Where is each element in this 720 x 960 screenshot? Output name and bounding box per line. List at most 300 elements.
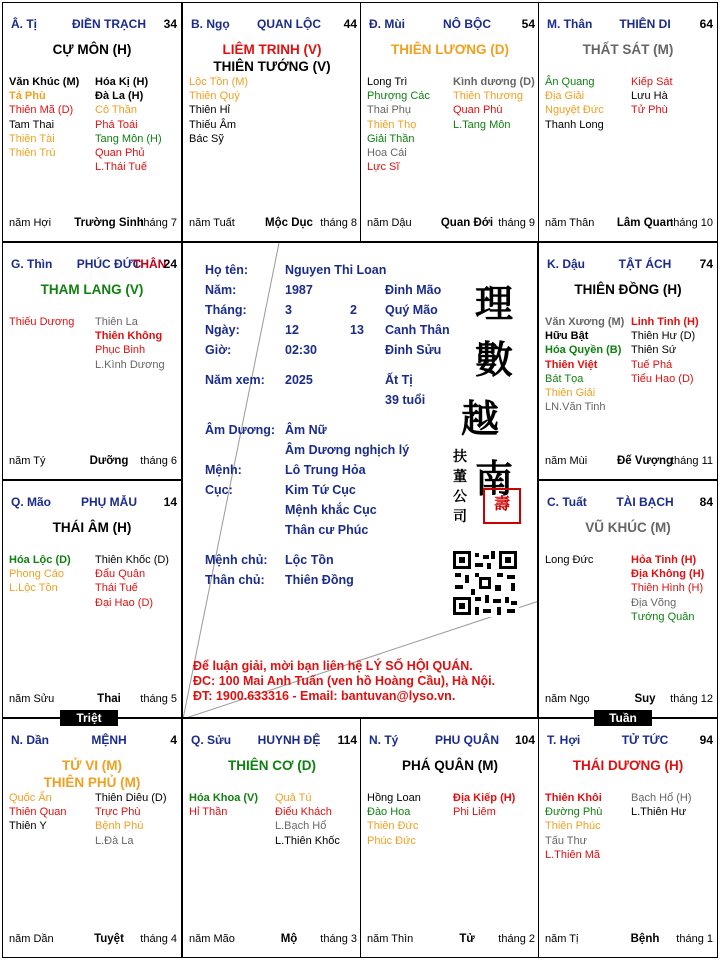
minor-star: Thiếu Dương xyxy=(9,316,75,328)
info-value: Âm Dương nghịch lý xyxy=(285,443,410,457)
minor-star: L.Lộc Tồn xyxy=(9,582,58,595)
palace-cell-dan xyxy=(2,718,182,958)
left-stars xyxy=(545,315,624,414)
main-stars xyxy=(3,519,181,536)
small-vertical-text xyxy=(453,447,469,527)
month-label: tháng 8 xyxy=(320,217,357,229)
info-value: Thân cư Phúc xyxy=(285,523,369,537)
palace-footer xyxy=(9,933,177,947)
year-label: năm Tý xyxy=(9,455,46,467)
info-row xyxy=(205,373,455,389)
minor-star: Tả Phù xyxy=(9,90,46,103)
right-stars xyxy=(95,315,165,372)
palace-cell-mui xyxy=(360,2,540,242)
branch-label: G. Thìn xyxy=(11,257,53,271)
info-value: Âm Nữ xyxy=(285,423,327,437)
minor-star: Quan Phủ xyxy=(95,146,145,159)
branch-label: K. Dậu xyxy=(547,257,586,271)
year-label: năm Ngọ xyxy=(545,693,590,705)
minor-star: Tử Phù xyxy=(631,104,668,117)
minor-star: Thiên Quan xyxy=(9,806,67,819)
info-label: Thân chủ: xyxy=(205,573,265,587)
life-stage: Quan Đới xyxy=(440,217,494,229)
info-value: 02:30 xyxy=(285,343,317,357)
palace-header xyxy=(9,17,177,33)
info-value: 1987 xyxy=(285,283,313,297)
contact-line: Để luận giải, mời bạn liên hệ LÝ SỐ HỘI QUÁN. xyxy=(193,659,473,673)
branch-label: T. Hợi xyxy=(547,733,581,747)
year-label: năm Mão xyxy=(189,933,235,945)
info-row xyxy=(205,393,455,409)
minor-star: Hóa Kị (H) xyxy=(95,76,149,88)
main-star: THIÊN LƯƠNG (D) xyxy=(391,42,509,57)
palace-cell-suu xyxy=(182,718,362,958)
minor-star: Địa Không (H) xyxy=(631,568,705,581)
main-star: CỰ MÔN (H) xyxy=(52,42,132,57)
month-label: tháng 12 xyxy=(670,693,713,705)
palace-footer xyxy=(189,217,357,231)
right-stars xyxy=(631,315,699,386)
year-label: năm Mùi xyxy=(545,455,588,467)
month-label: tháng 9 xyxy=(498,217,535,229)
year-label: năm Tị xyxy=(545,933,579,945)
palace-cell-ngo xyxy=(182,2,362,242)
main-stars xyxy=(539,281,717,298)
right-stars xyxy=(453,791,515,819)
minor-star: Hoa Cái xyxy=(367,146,407,159)
minor-star: Bệnh Phù xyxy=(95,820,144,833)
left-stars xyxy=(367,791,421,848)
palace-cell-hoi xyxy=(538,718,718,958)
palace-name: MỆNH xyxy=(91,733,127,747)
palace-number: 54 xyxy=(521,17,535,31)
palace-number: 74 xyxy=(699,257,713,271)
minor-star: Văn Xương (M) xyxy=(545,316,625,328)
life-stage: Dưỡng xyxy=(89,455,129,467)
month-label: tháng 2 xyxy=(498,933,535,945)
palace-footer xyxy=(545,693,713,707)
info-row xyxy=(205,573,455,589)
info-row xyxy=(205,523,455,539)
branch-label: Q. Sửu xyxy=(191,733,232,747)
minor-star: Ân Quang xyxy=(545,76,595,88)
main-stars xyxy=(361,757,539,774)
branch-label: N. Tý xyxy=(369,733,399,747)
palace-name: TÀI BẠCH xyxy=(616,495,674,509)
main-star: THIÊN PHỦ (M) xyxy=(43,775,141,790)
minor-star: L.Thiên Hư xyxy=(631,806,687,819)
minor-star: Thiên Hình (H) xyxy=(631,582,704,595)
life-stage: Suy xyxy=(634,693,656,705)
palace-number: 104 xyxy=(514,733,535,747)
branch-label: N. Dần xyxy=(11,733,50,747)
info-label: Mệnh: xyxy=(205,463,242,477)
minor-star: Quả Tú xyxy=(275,792,312,804)
minor-star: Nguyệt Đức xyxy=(545,104,604,117)
triet-tag: Triệt xyxy=(60,710,118,726)
minor-star: Thiên Hư (D) xyxy=(631,330,696,343)
info-value: 13 xyxy=(350,323,364,337)
palace-name: HUYNH ĐỆ xyxy=(257,733,321,747)
minor-star: Hồng Loan xyxy=(367,792,421,804)
minor-star: Đà La (H) xyxy=(95,90,144,103)
minor-star: Địa Giải xyxy=(545,90,585,103)
left-stars xyxy=(9,553,71,596)
palace-footer xyxy=(9,217,177,231)
minor-star: Hóa Lộc (D) xyxy=(9,554,71,566)
month-label: tháng 4 xyxy=(140,933,177,945)
minor-star: Thiên Khôi xyxy=(545,792,602,804)
minor-star: Kình dương (D) xyxy=(453,76,535,88)
palace-number: 44 xyxy=(343,17,357,31)
year-label: năm Dậu xyxy=(367,217,412,229)
palace-header xyxy=(189,17,357,33)
minor-star: Giải Thần xyxy=(367,132,415,145)
minor-star: Thiên Quý xyxy=(189,90,240,103)
info-label: Giờ: xyxy=(205,343,232,357)
palace-cell-mao xyxy=(2,480,182,718)
left-stars xyxy=(545,791,602,862)
info-row xyxy=(205,323,455,339)
info-value: 12 xyxy=(285,323,299,337)
palace-footer xyxy=(189,933,357,947)
palace-number: 14 xyxy=(163,495,177,509)
than-marker: THÂN xyxy=(133,257,167,271)
palace-header xyxy=(367,17,535,33)
minor-star: Lực Sĩ xyxy=(367,161,400,174)
main-star: LIÊM TRINH (V) xyxy=(222,42,322,57)
main-star: THÁI ÂM (H) xyxy=(52,520,132,535)
minor-star: Hóa Quyền (B) xyxy=(545,344,622,357)
calligraphy-char: 數 xyxy=(475,337,514,382)
palace-footer xyxy=(9,455,177,469)
minor-star: Bác Sỹ xyxy=(189,132,224,145)
minor-star: L.Bạch Hổ xyxy=(275,820,327,833)
palace-name: PHÚC ĐỨC xyxy=(76,257,142,271)
minor-star: Long Trì xyxy=(367,76,408,88)
palace-header xyxy=(545,17,713,33)
info-row xyxy=(205,443,455,459)
right-stars xyxy=(631,791,692,819)
minor-star: Đẩu Quân xyxy=(95,568,146,581)
info-label: Năm xem: xyxy=(205,373,265,387)
info-value: Canh Thân xyxy=(385,323,450,337)
palace-header xyxy=(367,733,535,749)
left-stars xyxy=(189,75,248,146)
minor-star: Kiếp Sát xyxy=(631,76,673,88)
palace-header xyxy=(545,495,713,511)
minor-star: Địa Võng xyxy=(631,596,677,609)
life-stage: Tử xyxy=(459,933,475,945)
contact-line: ĐT: 1900.633316 - Email: bantuvan@lyso.vn. xyxy=(193,689,456,703)
palace-name: PHỤ MẪU xyxy=(81,495,137,509)
right-stars xyxy=(453,75,535,132)
palace-cell-ty2 xyxy=(360,718,540,958)
main-stars xyxy=(183,41,361,75)
info-row xyxy=(205,283,455,299)
palace-cell-ty xyxy=(2,2,182,242)
minor-star: Văn Khúc (M) xyxy=(9,76,80,88)
minor-star: L.Tang Môn xyxy=(453,118,511,131)
minor-star: Thiên Giải xyxy=(545,386,596,399)
palace-number: 64 xyxy=(699,17,713,31)
minor-star: Phong Cáo xyxy=(9,568,65,581)
info-label: Âm Dương: xyxy=(205,423,276,437)
minor-star: Tấu Thư xyxy=(545,834,588,847)
minor-star: Lộc Tồn (M) xyxy=(189,76,249,88)
calligraphy-char: 理 xyxy=(475,281,514,326)
minor-star: Phượng Các xyxy=(367,90,430,103)
main-stars xyxy=(3,41,181,58)
small-char: 公 xyxy=(453,489,467,505)
minor-star: L.Thiên Mã xyxy=(545,848,601,861)
month-label: tháng 7 xyxy=(140,217,177,229)
minor-star: Thanh Long xyxy=(545,118,604,131)
minor-star: Thái Tuế xyxy=(95,582,138,595)
minor-star: Đường Phù xyxy=(545,806,603,819)
info-label: Mệnh chủ: xyxy=(205,553,268,567)
minor-star: Phi Liêm xyxy=(453,806,496,819)
info-label: Cục: xyxy=(205,483,233,497)
info-row xyxy=(205,263,455,279)
minor-star: Đại Hao (D) xyxy=(95,596,154,609)
palace-footer xyxy=(367,933,535,947)
month-label: tháng 10 xyxy=(670,217,713,229)
left-stars xyxy=(545,553,593,567)
main-stars xyxy=(3,281,181,298)
minor-star: LN.Văn Tinh xyxy=(545,401,606,414)
info-row xyxy=(205,303,455,319)
minor-star: Tang Môn (H) xyxy=(95,132,162,145)
contact-line: ĐC: 100 Mai Anh Tuấn (ven hồ Hoàng Cầu), Hà Nội. xyxy=(193,674,496,688)
minor-star: Địa Kiếp (H) xyxy=(453,792,516,804)
left-stars xyxy=(545,75,604,132)
small-char: 扶 xyxy=(453,449,467,465)
info-value: Kim Tứ Cục xyxy=(285,483,356,497)
info-value: Ất Tị xyxy=(385,373,413,387)
main-stars xyxy=(361,41,539,58)
life-stage: Mộ xyxy=(280,933,298,945)
branch-label: C. Tuất xyxy=(547,495,587,509)
main-star: THIÊN ĐỒNG (H) xyxy=(574,282,682,297)
minor-star: Trực Phù xyxy=(95,806,141,819)
minor-star: Hóa Khoa (V) xyxy=(189,792,259,804)
minor-star: Thiên Tài xyxy=(9,132,55,145)
branch-label: M. Thân xyxy=(547,17,593,31)
life-stage: Mộc Dục xyxy=(265,217,313,229)
minor-star: Điếu Khách xyxy=(275,806,332,819)
info-value: Quý Mão xyxy=(385,303,438,317)
palace-header xyxy=(9,495,177,511)
red-seal-stamp: 壽 xyxy=(483,488,521,524)
right-stars xyxy=(275,791,340,848)
palace-header xyxy=(545,257,713,273)
year-label: năm Sửu xyxy=(9,693,55,705)
info-value: 2 xyxy=(350,303,357,317)
minor-star: Hỉ Thần xyxy=(189,806,228,819)
info-row xyxy=(205,553,455,569)
life-stage: Đế Vượng xyxy=(616,455,674,467)
main-star: VŨ KHÚC (M) xyxy=(585,520,671,535)
left-stars xyxy=(9,791,66,834)
year-label: năm Dần xyxy=(9,933,54,945)
minor-star: Lưu Hà xyxy=(631,90,668,103)
palace-header xyxy=(9,257,177,273)
info-value: Đinh Sửu xyxy=(385,343,442,357)
minor-star: Hữu Bật xyxy=(545,330,589,343)
branch-label: Â. Tị xyxy=(11,17,37,31)
minor-star: Thiên Không xyxy=(95,330,163,343)
life-stage: Lâm Quan xyxy=(616,217,674,229)
info-label: Họ tên: xyxy=(205,263,249,277)
minor-star: Thiên Sứ xyxy=(631,344,677,357)
small-char: 董 xyxy=(453,469,467,485)
year-label: năm Tuất xyxy=(189,217,235,229)
palace-footer xyxy=(545,217,713,231)
year-label: năm Thìn xyxy=(367,933,414,945)
main-star: PHÁ QUÂN (M) xyxy=(402,758,498,773)
minor-star: Thiên Thọ xyxy=(367,118,417,131)
palace-cell-thin xyxy=(2,242,182,480)
main-stars xyxy=(539,757,717,774)
palace-name: QUAN LỘC xyxy=(257,17,321,31)
month-label: tháng 1 xyxy=(676,933,713,945)
info-value: Nguyen Thi Loan xyxy=(285,263,387,277)
minor-star: Thiên Việt xyxy=(545,358,598,371)
contact-text xyxy=(193,659,533,704)
right-stars xyxy=(95,75,162,174)
palace-name: NÔ BỘC xyxy=(443,17,491,31)
minor-star: L.Đà La xyxy=(95,834,134,847)
minor-star: Bát Tọa xyxy=(545,372,584,385)
info-value: 2025 xyxy=(285,373,313,387)
minor-star: Hỏa Tinh (H) xyxy=(631,554,697,566)
branch-label: Đ. Mùi xyxy=(369,17,405,31)
info-label: Ngày: xyxy=(205,323,240,337)
palace-number: 34 xyxy=(163,17,177,31)
palace-footer xyxy=(545,455,713,469)
main-star: THẤT SÁT (M) xyxy=(582,42,674,57)
branch-label: B. Ngọ xyxy=(191,17,230,31)
palace-name: THIÊN DI xyxy=(619,17,671,31)
minor-star: Thiên Hỉ xyxy=(189,104,230,117)
month-label: tháng 11 xyxy=(670,455,713,467)
minor-star: Thiên Y xyxy=(9,820,47,833)
palace-name: PHU QUÂN xyxy=(434,733,499,747)
palace-number: 114 xyxy=(337,733,357,747)
minor-star: L.Thái Tuế xyxy=(95,161,147,174)
palace-cell-tuat xyxy=(538,480,718,718)
left-stars xyxy=(9,315,74,329)
month-label: tháng 6 xyxy=(140,455,177,467)
minor-star: Phục Binh xyxy=(95,344,146,357)
minor-star: Linh Tinh (H) xyxy=(631,316,699,328)
palace-name: TỬ TỨC xyxy=(621,733,669,747)
life-stage: Bệnh xyxy=(630,933,660,945)
left-stars xyxy=(9,75,79,160)
minor-star: Long Đức xyxy=(545,554,594,566)
life-stage: Trường Sinh xyxy=(74,217,144,229)
minor-star: Cô Thần xyxy=(95,104,137,117)
month-label: tháng 5 xyxy=(140,693,177,705)
qr-code-image[interactable] xyxy=(451,549,519,617)
main-star: THIÊN CƠ (D) xyxy=(227,758,316,773)
palace-cell-than xyxy=(538,2,718,242)
minor-star: Tam Thai xyxy=(9,118,55,131)
life-stage: Tuyệt xyxy=(94,933,124,945)
year-label: năm Hợi xyxy=(9,217,52,229)
minor-star: Đào Hoa xyxy=(367,806,411,819)
small-char: 司 xyxy=(453,509,467,525)
minor-star: Phá Toái xyxy=(95,118,138,131)
minor-star: Tướng Quân xyxy=(631,610,695,623)
info-value: 3 xyxy=(285,303,292,317)
minor-star: L.Kình Dương xyxy=(95,358,165,371)
right-stars xyxy=(631,75,673,118)
minor-star: Thiên Phúc xyxy=(545,820,601,833)
info-value: Đinh Mão xyxy=(385,283,442,297)
branch-label: Q. Mão xyxy=(11,495,52,509)
info-label: Năm: xyxy=(205,283,237,297)
minor-star: Phúc Đức xyxy=(367,834,416,847)
palace-name: TẬT ÁCH xyxy=(618,257,672,271)
minor-star: Thiên Đức xyxy=(367,820,419,833)
info-value: Lộc Tồn xyxy=(285,553,334,567)
left-stars xyxy=(189,791,258,819)
year-label: năm Thân xyxy=(545,217,595,229)
info-value: 39 tuổi xyxy=(385,393,426,407)
minor-star: Quan Phù xyxy=(453,104,503,117)
minor-star: Tiểu Hao (D) xyxy=(631,372,694,385)
palace-footer xyxy=(9,693,177,707)
info-row xyxy=(205,343,455,359)
right-stars xyxy=(95,791,167,848)
minor-star: Thiên Trù xyxy=(9,146,56,159)
palace-footer xyxy=(545,933,713,947)
palace-number: 94 xyxy=(699,733,713,747)
minor-star: Tuế Phá xyxy=(631,358,673,371)
minor-star: Thai Phụ xyxy=(367,104,412,117)
palace-footer xyxy=(367,217,535,231)
minor-star: Thiên Khốc (D) xyxy=(95,554,169,566)
main-stars xyxy=(539,41,717,58)
main-stars xyxy=(183,757,361,774)
minor-star: Thiên Mã (D) xyxy=(9,104,74,117)
minor-star: Quốc Ấn xyxy=(9,792,52,804)
info-value: Lô Trung Hỏa xyxy=(285,463,366,477)
minor-star: L.Thiên Khốc xyxy=(275,834,340,847)
palace-number: 4 xyxy=(170,733,177,747)
palace-header xyxy=(9,733,177,749)
main-star: THIÊN TƯỚNG (V) xyxy=(213,59,331,74)
palace-name: ĐIỀN TRẠCH xyxy=(72,17,146,31)
life-stage: Thai xyxy=(97,693,121,705)
minor-star: Thiếu Âm xyxy=(189,118,237,131)
minor-star: Thiên Diêu (D) xyxy=(95,792,167,804)
info-row xyxy=(205,503,455,519)
info-value: Thiên Đồng xyxy=(285,573,354,587)
calligraphy-char: 越 xyxy=(461,396,500,441)
palace-header xyxy=(545,733,713,749)
right-stars xyxy=(631,553,704,624)
main-star: TỬ VI (M) xyxy=(62,758,122,773)
main-star: THAM LANG (V) xyxy=(40,282,144,297)
minor-star: Bạch Hổ (H) xyxy=(631,792,692,804)
palace-number: 84 xyxy=(699,495,713,509)
tuan-tag: Tuần xyxy=(594,710,652,726)
main-star: THÁI DƯƠNG (H) xyxy=(572,758,684,773)
palace-header xyxy=(189,733,357,749)
